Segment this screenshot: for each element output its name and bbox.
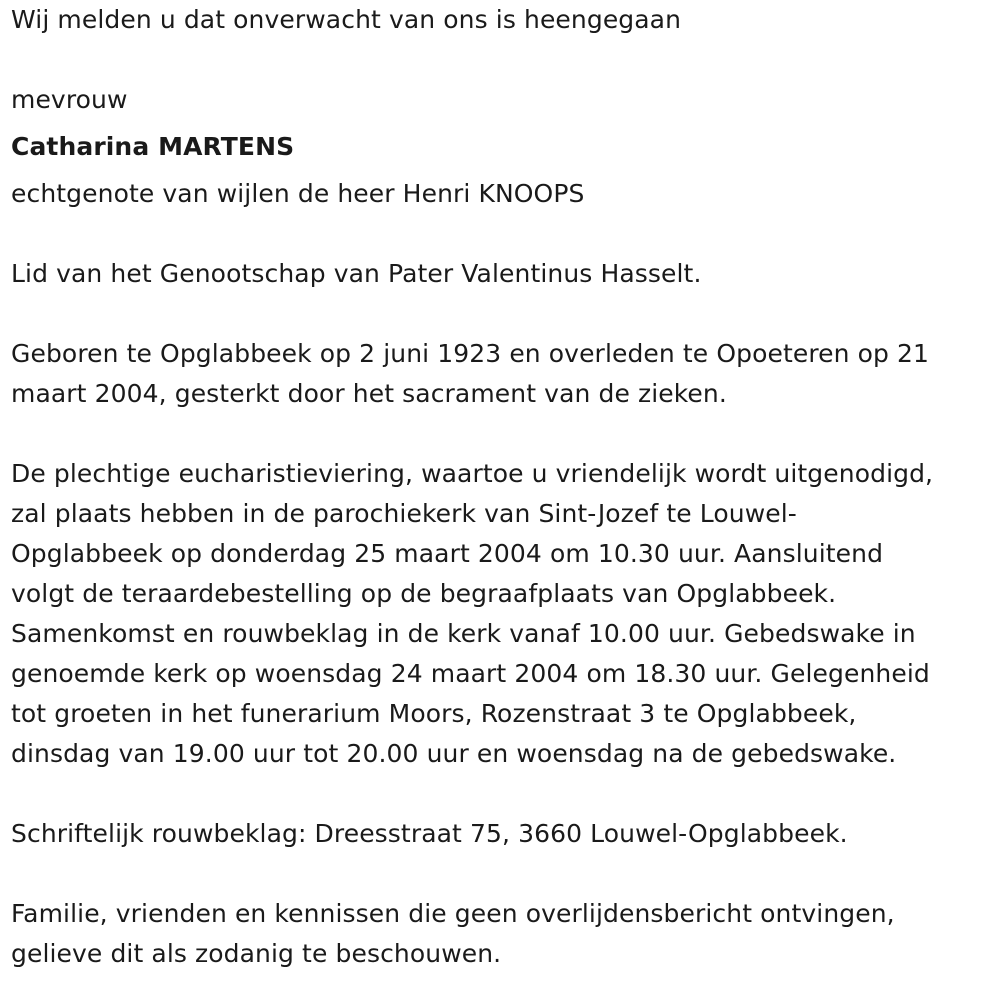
ceremony-paragraph xyxy=(11,454,991,774)
spacer xyxy=(11,414,991,454)
spacer xyxy=(11,294,991,334)
paragraph-line: volgt de teraardebestelling op de begraafplaats van Opglabbeek. xyxy=(11,579,837,608)
membership-text: Lid van het Genootschap van Pater Valentinus Hasselt. xyxy=(11,259,702,288)
paragraph-line: genoemde kerk op woensdag 24 maart 2004 om 18.30 uur. Gelegenheid xyxy=(11,659,930,688)
deceased-name: Catharina MARTENS xyxy=(11,132,295,161)
spacer xyxy=(11,40,991,80)
paragraph-line: De plechtige eucharistieviering, waartoe u vriendelijk wordt uitgenodigd, xyxy=(11,459,934,488)
spacer xyxy=(11,854,991,894)
paragraph-line: Samenkomst en rouwbeklag in de kerk vanaf 10.00 uur. Gebedswake in xyxy=(11,619,916,648)
paragraph-line: Opglabbeek op donderdag 25 maart 2004 om 10.30 uur. Aansluitend xyxy=(11,539,884,568)
obituary-notice xyxy=(11,0,991,974)
intro-text: Wij melden u dat onverwacht van ons is heengegaan xyxy=(11,5,682,34)
birth-death-paragraph xyxy=(11,334,991,414)
spacer xyxy=(11,774,991,814)
spouse-text: echtgenote van wijlen de heer Henri KNOOPS xyxy=(11,179,585,208)
spacer xyxy=(11,214,991,254)
paragraph-line: maart 2004, gesterkt door het sacrament van de zieken. xyxy=(11,379,727,408)
paragraph-line: zal plaats hebben in de parochiekerk van Sint-Jozef te Louwel- xyxy=(11,499,797,528)
paragraph-line: tot groeten in het funerarium Moors, Rozenstraat 3 te Opglabbeek, xyxy=(11,699,857,728)
honorific: mevrouw xyxy=(11,85,128,114)
paragraph-line: gelieve dit als zodanig te beschouwen. xyxy=(11,939,502,968)
paragraph-line: dinsdag van 19.00 uur tot 20.00 uur en woensdag na de gebedswake. xyxy=(11,739,897,768)
closing-paragraph xyxy=(11,894,991,974)
paragraph-line: Familie, vrienden en kennissen die geen overlijdensbericht ontvingen, xyxy=(11,899,895,928)
paragraph-line: Geboren te Opglabbeek op 2 juni 1923 en overleden te Opoeteren op 21 xyxy=(11,339,930,368)
condolence-address: Schriftelijk rouwbeklag: Dreesstraat 75, 3660 Louwel-Opglabbeek. xyxy=(11,819,848,848)
